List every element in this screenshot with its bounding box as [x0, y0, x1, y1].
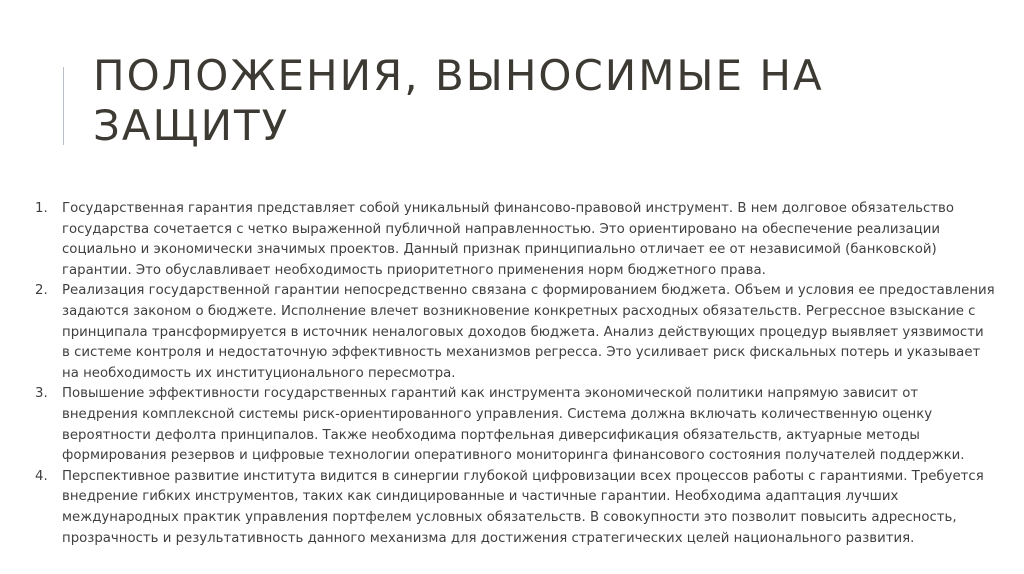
list-item-number: 3. — [35, 386, 48, 402]
list-item-number: 2. — [35, 283, 48, 299]
list-item — [35, 281, 995, 384]
list-item — [35, 199, 995, 281]
theses-list — [35, 199, 995, 549]
list-item — [35, 384, 995, 466]
list-item-text: Государственная гарантия представляет собой уникальный финансово-правовой инструмент. В нем долговое обязательство государства сочетается с четко выраженной публичной направленностью. Это ориентировано на обеспечение реализации социально и экономически значимых проектов. Данный признак принципиально отличает ее от независимой (банковской) гарантии. Это обуславливает необходимость приоритетного применения норм бюджетного права. — [62, 201, 955, 278]
list-item — [35, 467, 995, 549]
slide-title: ПОЛОЖЕНИЯ, ВЫНОСИМЫЕ НА ЗАЩИТУ — [93, 51, 824, 150]
list-item-text: Реализация государственной гарантии непосредственно связана с формированием бюджета. Объем и условия ее предоставления задаются законом о бюджете. Исполнение влечет возникновение конкретных расходных обязательств. Регрессное взыскание с принципала трансформируется в источник неналоговых доходов бюджета. Анализ действующих процедур выявляет уязвимости в системе контроля и недостаточную эффективность механизмов регресса. Это усиливает риск фискальных потерь и указывает на необходимость их институционального пересмотра. — [62, 283, 995, 381]
list-item-text: Перспективное развитие института видится в синергии глубокой цифровизации всех процессов работы с гарантиями. Требуется внедрение гибких инструментов, таких как синдицированные и частичные гарантии. Необходима адаптация лучших международных практик управления портфелем условных обязательств. В совокупности это позволит повысить адресность, прозрачность и результативность данного механизма для достижения стратегических целей национального развития. — [62, 468, 984, 546]
list-item-number: 1. — [35, 201, 48, 216]
list-item-number: 4. — [35, 468, 48, 484]
list-item-text: Повышение эффективности государственных гарантий как инструмента экономической политики напрямую зависит от внедрения комплексной системы риск-ориентированного управления. Система должна включать количественную оценку вероятности дефолта принципалов. Также необходима портфельная диверсификация обязательств, актуарные методы формирования резервов и цифровые технологии оперативного мониторинга финансового состояния получателей поддержки. — [62, 386, 965, 464]
title-accent-line — [63, 67, 64, 145]
